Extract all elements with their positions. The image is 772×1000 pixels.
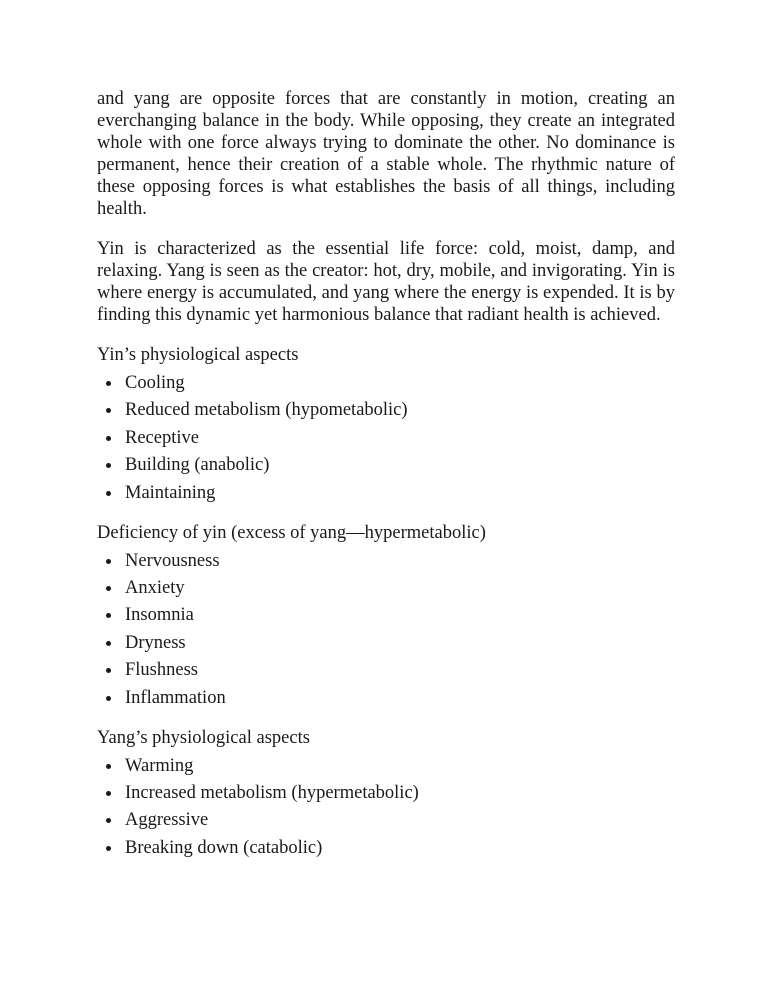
list-item: Receptive [97, 427, 675, 449]
bullet-icon [106, 641, 111, 646]
list-item: Warming [97, 755, 675, 777]
list-item: Reduced metabolism (hypometabolic) [97, 399, 675, 421]
bullet-icon [106, 668, 111, 673]
bullet-icon [106, 613, 111, 618]
list-item: Increased metabolism (hypermetabolic) [97, 782, 675, 804]
bullet-icon [106, 586, 111, 591]
section-yin-deficiency [97, 522, 675, 709]
bullet-icon [106, 846, 111, 851]
section-yang-aspects [97, 727, 675, 859]
list-item: Maintaining [97, 482, 675, 504]
list-item: Building (anabolic) [97, 454, 675, 476]
document-page [97, 88, 675, 864]
list-item: Dryness [97, 632, 675, 654]
list-item: Cooling [97, 372, 675, 394]
list-item: Insomnia [97, 604, 675, 626]
list-item: Flushness [97, 659, 675, 681]
section-yin-aspects [97, 344, 675, 504]
intro-paragraph: and yang are opposite forces that are constantly in motion, creating an everchanging balance in the body. While opposing, they create an integrated whole with one force always trying to dominate the other. No dominance is permanent, hence their creation of a stable whole. The rhythmic nature of these opposing forces is what establishes the basis of all things, including health. [97, 89, 675, 219]
bullet-icon [106, 436, 111, 441]
section-heading: Yin’s physiological aspects [97, 345, 299, 365]
bullet-icon [106, 791, 111, 796]
list-item: Aggressive [97, 809, 675, 831]
bullet-icon [106, 491, 111, 496]
bullet-icon [106, 696, 111, 701]
bullet-icon [106, 559, 111, 564]
bullet-list [97, 550, 675, 709]
list-item: Inflammation [97, 687, 675, 709]
bullet-icon [106, 381, 111, 386]
list-item: Anxiety [97, 577, 675, 599]
yin-yang-paragraph: Yin is characterized as the essential life force: cold, moist, damp, and relaxing. Yang is seen as the creator: hot, dry, mobile, and invigorating. Yin is where energy is accumulated, and yang where the energy is expended. It is by finding this dynamic yet harmonious balance that radiant health is achieved. [97, 239, 675, 325]
list-item: Breaking down (catabolic) [97, 837, 675, 859]
bullet-icon [106, 408, 111, 413]
bullet-icon [106, 764, 111, 769]
bullet-list [97, 755, 675, 859]
bullet-list [97, 372, 675, 504]
bullet-icon [106, 818, 111, 823]
bullet-icon [106, 463, 111, 468]
section-heading: Yang’s physiological aspects [97, 727, 310, 748]
section-heading: Deficiency of yin (excess of yang—hypermetabolic) [97, 522, 486, 543]
list-item: Nervousness [97, 550, 675, 572]
